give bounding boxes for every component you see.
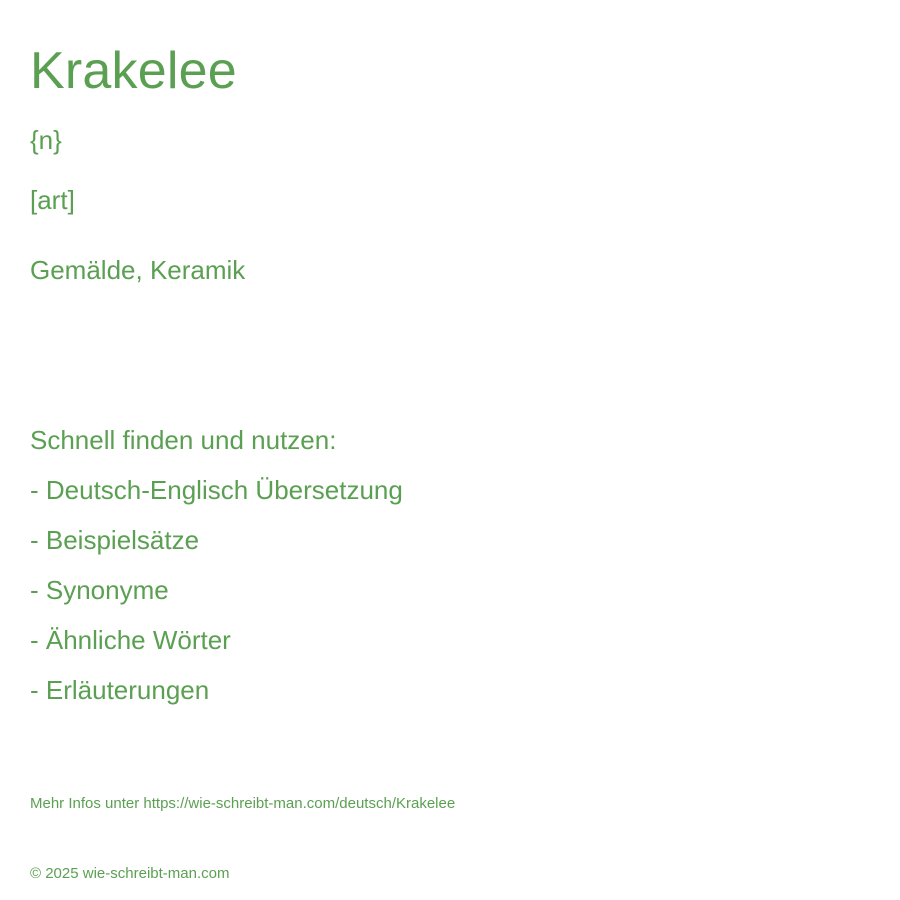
subject-tag-label: [art] [30, 185, 75, 215]
more-info-text: Mehr Infos unter https://wie-schreibt-man.com/deutsch/Krakelee [30, 795, 456, 812]
grammar-gender-label: {n} [30, 125, 62, 155]
copyright-text: © 2025 wie-schreibt-man.com [30, 865, 230, 882]
entry-word-title: Krakelee [30, 42, 237, 100]
feature-item-example-sentences: - Beispielsätze [30, 525, 200, 555]
domains-label: Gemälde, Keramik [30, 255, 246, 285]
feature-item-synonyms: - Synonyme [30, 575, 169, 605]
feature-item-similar-words: - Ähnliche Wörter [30, 625, 231, 655]
feature-item-explanations: - Erläuterungen [30, 675, 210, 705]
feature-list [30, 477, 403, 727]
feature-item-translation: - Deutsch-Englisch Übersetzung [30, 475, 403, 505]
quick-find-heading: Schnell finden und nutzen: [30, 425, 337, 455]
